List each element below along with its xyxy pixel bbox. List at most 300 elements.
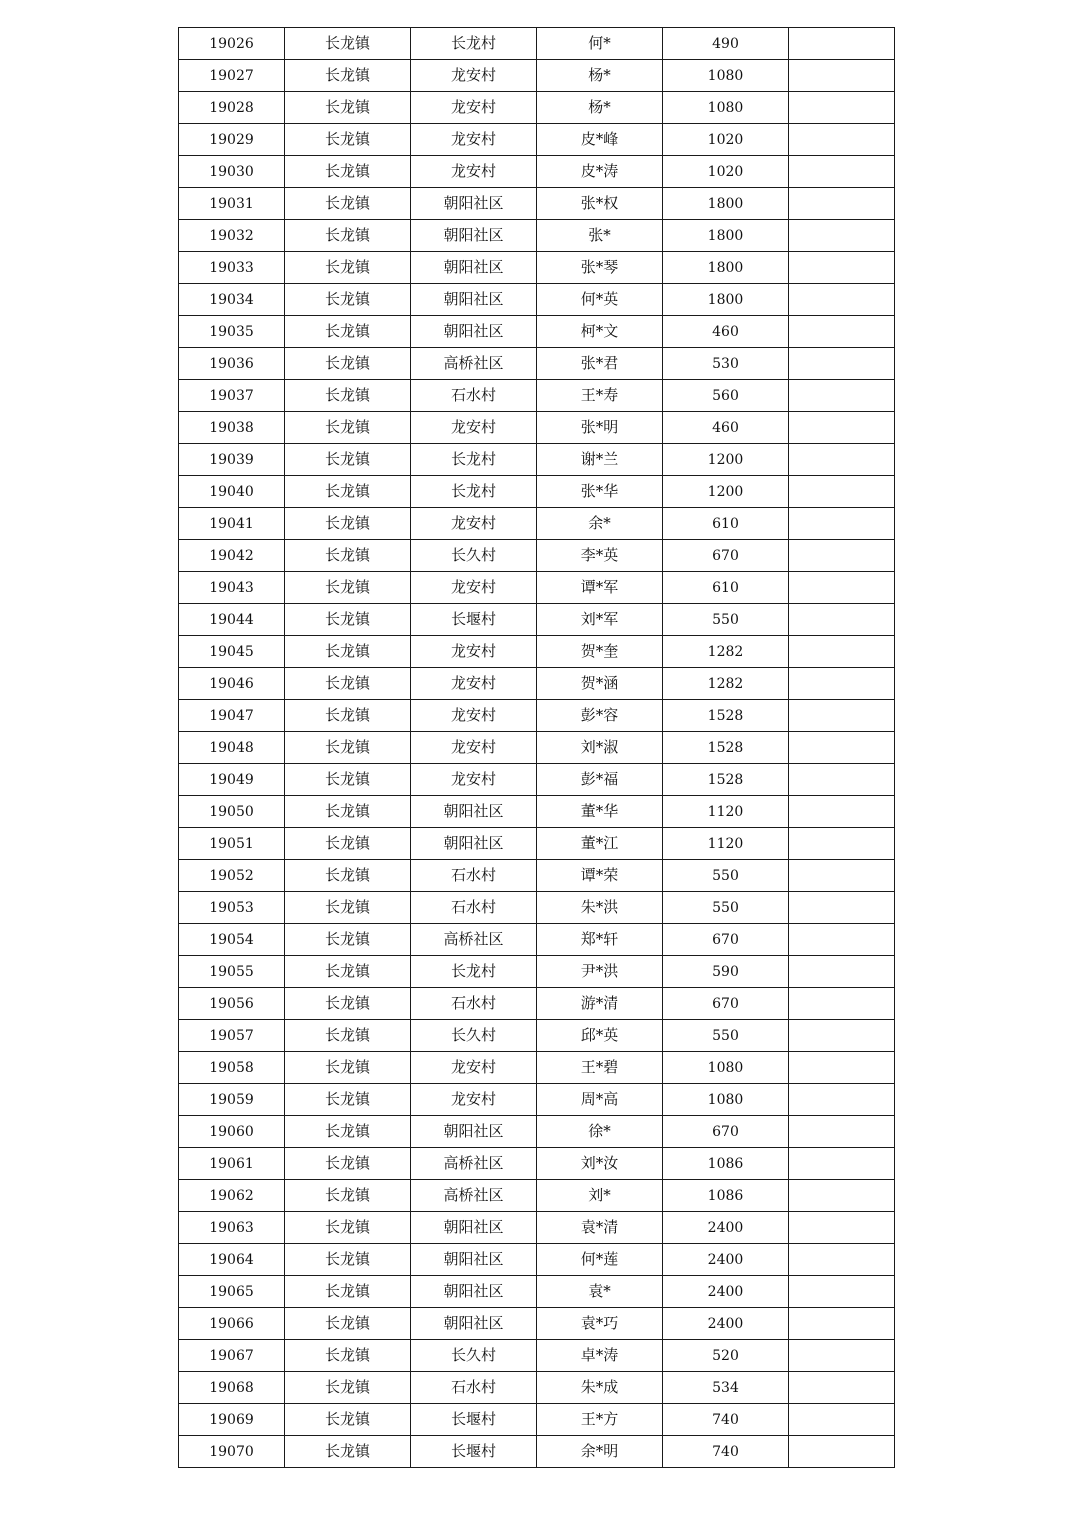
cell-amount: 1120 xyxy=(663,828,789,860)
cell-remark xyxy=(789,668,895,700)
cell-serial-number: 19053 xyxy=(179,892,285,924)
table-row xyxy=(179,892,895,924)
cell-remark xyxy=(789,1308,895,1340)
cell-town: 长龙镇 xyxy=(285,1148,411,1180)
cell-serial-number: 19028 xyxy=(179,92,285,124)
cell-town: 长龙镇 xyxy=(285,156,411,188)
cell-serial-number: 19063 xyxy=(179,1212,285,1244)
cell-village: 龙安村 xyxy=(411,636,537,668)
cell-person-name: 邱*英 xyxy=(537,1020,663,1052)
table-row xyxy=(179,1308,895,1340)
table-row xyxy=(179,92,895,124)
cell-village: 龙安村 xyxy=(411,156,537,188)
cell-village: 龙安村 xyxy=(411,764,537,796)
cell-person-name: 李*英 xyxy=(537,540,663,572)
table-row xyxy=(179,1244,895,1276)
cell-town: 长龙镇 xyxy=(285,444,411,476)
table-row xyxy=(179,924,895,956)
cell-serial-number: 19026 xyxy=(179,28,285,60)
cell-village: 长久村 xyxy=(411,540,537,572)
cell-town: 长龙镇 xyxy=(285,860,411,892)
cell-remark xyxy=(789,1372,895,1404)
subsidy-table xyxy=(178,27,895,1468)
table-row xyxy=(179,956,895,988)
cell-amount: 2400 xyxy=(663,1308,789,1340)
cell-remark xyxy=(789,892,895,924)
cell-town: 长龙镇 xyxy=(285,540,411,572)
cell-amount: 1528 xyxy=(663,700,789,732)
table-row xyxy=(179,1212,895,1244)
cell-town: 长龙镇 xyxy=(285,924,411,956)
cell-person-name: 贺*奎 xyxy=(537,636,663,668)
table-row xyxy=(179,764,895,796)
cell-serial-number: 19037 xyxy=(179,380,285,412)
cell-remark xyxy=(789,1340,895,1372)
cell-serial-number: 19069 xyxy=(179,1404,285,1436)
table-row xyxy=(179,188,895,220)
table-row xyxy=(179,1372,895,1404)
cell-town: 长龙镇 xyxy=(285,28,411,60)
cell-amount: 530 xyxy=(663,348,789,380)
cell-person-name: 卓*涛 xyxy=(537,1340,663,1372)
cell-serial-number: 19050 xyxy=(179,796,285,828)
cell-amount: 550 xyxy=(663,892,789,924)
table-row xyxy=(179,252,895,284)
cell-village: 朝阳社区 xyxy=(411,284,537,316)
cell-village: 龙安村 xyxy=(411,412,537,444)
cell-village: 长久村 xyxy=(411,1340,537,1372)
cell-person-name: 谭*荣 xyxy=(537,860,663,892)
cell-amount: 1086 xyxy=(663,1148,789,1180)
cell-village: 龙安村 xyxy=(411,508,537,540)
cell-person-name: 周*高 xyxy=(537,1084,663,1116)
cell-town: 长龙镇 xyxy=(285,1212,411,1244)
table-row xyxy=(179,732,895,764)
cell-amount: 1086 xyxy=(663,1180,789,1212)
cell-person-name: 皮*涛 xyxy=(537,156,663,188)
cell-person-name: 董*华 xyxy=(537,796,663,828)
table-row xyxy=(179,316,895,348)
cell-person-name: 刘* xyxy=(537,1180,663,1212)
cell-person-name: 张*明 xyxy=(537,412,663,444)
cell-town: 长龙镇 xyxy=(285,796,411,828)
cell-person-name: 袁* xyxy=(537,1276,663,1308)
cell-amount: 1020 xyxy=(663,124,789,156)
cell-serial-number: 19043 xyxy=(179,572,285,604)
cell-town: 长龙镇 xyxy=(285,476,411,508)
cell-serial-number: 19038 xyxy=(179,412,285,444)
cell-amount: 1528 xyxy=(663,732,789,764)
table-row xyxy=(179,348,895,380)
cell-remark xyxy=(789,540,895,572)
cell-amount: 460 xyxy=(663,316,789,348)
cell-person-name: 朱*洪 xyxy=(537,892,663,924)
cell-remark xyxy=(789,828,895,860)
cell-amount: 1800 xyxy=(663,252,789,284)
cell-amount: 1080 xyxy=(663,1052,789,1084)
cell-village: 高桥社区 xyxy=(411,924,537,956)
table-row xyxy=(179,636,895,668)
table-row xyxy=(179,476,895,508)
cell-remark xyxy=(789,1052,895,1084)
cell-amount: 550 xyxy=(663,604,789,636)
cell-town: 长龙镇 xyxy=(285,124,411,156)
cell-person-name: 张* xyxy=(537,220,663,252)
table-row xyxy=(179,1052,895,1084)
cell-town: 长龙镇 xyxy=(285,1276,411,1308)
cell-serial-number: 19041 xyxy=(179,508,285,540)
cell-serial-number: 19060 xyxy=(179,1116,285,1148)
cell-person-name: 张*琴 xyxy=(537,252,663,284)
cell-town: 长龙镇 xyxy=(285,188,411,220)
cell-remark xyxy=(789,1020,895,1052)
cell-remark xyxy=(789,124,895,156)
cell-serial-number: 19047 xyxy=(179,700,285,732)
cell-village: 长龙村 xyxy=(411,956,537,988)
cell-amount: 1020 xyxy=(663,156,789,188)
cell-serial-number: 19059 xyxy=(179,1084,285,1116)
table-row xyxy=(179,1148,895,1180)
table-row xyxy=(179,1180,895,1212)
cell-village: 长堰村 xyxy=(411,1404,537,1436)
table-row xyxy=(179,1436,895,1468)
cell-town: 长龙镇 xyxy=(285,1436,411,1468)
cell-amount: 740 xyxy=(663,1404,789,1436)
cell-serial-number: 19065 xyxy=(179,1276,285,1308)
cell-serial-number: 19032 xyxy=(179,220,285,252)
cell-village: 石水村 xyxy=(411,380,537,412)
cell-remark xyxy=(789,1436,895,1468)
cell-serial-number: 19044 xyxy=(179,604,285,636)
table-row xyxy=(179,380,895,412)
cell-serial-number: 19031 xyxy=(179,188,285,220)
cell-village: 龙安村 xyxy=(411,124,537,156)
cell-serial-number: 19061 xyxy=(179,1148,285,1180)
cell-person-name: 王*碧 xyxy=(537,1052,663,1084)
cell-serial-number: 19058 xyxy=(179,1052,285,1084)
cell-village: 石水村 xyxy=(411,1372,537,1404)
cell-amount: 490 xyxy=(663,28,789,60)
cell-person-name: 袁*清 xyxy=(537,1212,663,1244)
table-row xyxy=(179,284,895,316)
cell-remark xyxy=(789,188,895,220)
cell-town: 长龙镇 xyxy=(285,1180,411,1212)
cell-village: 长龙村 xyxy=(411,476,537,508)
cell-serial-number: 19052 xyxy=(179,860,285,892)
cell-person-name: 谢*兰 xyxy=(537,444,663,476)
table-row xyxy=(179,1020,895,1052)
cell-town: 长龙镇 xyxy=(285,220,411,252)
cell-remark xyxy=(789,156,895,188)
cell-town: 长龙镇 xyxy=(285,1308,411,1340)
cell-village: 朝阳社区 xyxy=(411,220,537,252)
cell-person-name: 徐* xyxy=(537,1116,663,1148)
cell-village: 长龙村 xyxy=(411,28,537,60)
cell-person-name: 贺*涵 xyxy=(537,668,663,700)
cell-person-name: 何* xyxy=(537,28,663,60)
cell-village: 朝阳社区 xyxy=(411,316,537,348)
cell-village: 高桥社区 xyxy=(411,1148,537,1180)
cell-serial-number: 19049 xyxy=(179,764,285,796)
cell-person-name: 朱*成 xyxy=(537,1372,663,1404)
table-row xyxy=(179,1116,895,1148)
table-body xyxy=(179,28,895,1468)
cell-village: 高桥社区 xyxy=(411,1180,537,1212)
cell-serial-number: 19048 xyxy=(179,732,285,764)
cell-person-name: 郑*轩 xyxy=(537,924,663,956)
table-row xyxy=(179,828,895,860)
cell-remark xyxy=(789,1276,895,1308)
cell-town: 长龙镇 xyxy=(285,380,411,412)
cell-amount: 560 xyxy=(663,380,789,412)
cell-town: 长龙镇 xyxy=(285,892,411,924)
cell-serial-number: 19055 xyxy=(179,956,285,988)
cell-village: 朝阳社区 xyxy=(411,1276,537,1308)
cell-remark xyxy=(789,252,895,284)
cell-village: 朝阳社区 xyxy=(411,1116,537,1148)
cell-remark xyxy=(789,412,895,444)
cell-remark xyxy=(789,924,895,956)
cell-serial-number: 19030 xyxy=(179,156,285,188)
cell-town: 长龙镇 xyxy=(285,988,411,1020)
cell-remark xyxy=(789,1116,895,1148)
cell-serial-number: 19029 xyxy=(179,124,285,156)
cell-amount: 1080 xyxy=(663,92,789,124)
cell-serial-number: 19039 xyxy=(179,444,285,476)
cell-amount: 670 xyxy=(663,988,789,1020)
cell-remark xyxy=(789,284,895,316)
cell-serial-number: 19067 xyxy=(179,1340,285,1372)
cell-town: 长龙镇 xyxy=(285,572,411,604)
table-row xyxy=(179,124,895,156)
cell-town: 长龙镇 xyxy=(285,828,411,860)
cell-town: 长龙镇 xyxy=(285,348,411,380)
cell-amount: 1200 xyxy=(663,476,789,508)
cell-village: 长久村 xyxy=(411,1020,537,1052)
cell-amount: 1282 xyxy=(663,668,789,700)
cell-amount: 520 xyxy=(663,1340,789,1372)
table-row xyxy=(179,444,895,476)
cell-serial-number: 19034 xyxy=(179,284,285,316)
cell-remark xyxy=(789,860,895,892)
cell-town: 长龙镇 xyxy=(285,92,411,124)
cell-remark xyxy=(789,732,895,764)
cell-town: 长龙镇 xyxy=(285,1052,411,1084)
cell-person-name: 刘*军 xyxy=(537,604,663,636)
table-row xyxy=(179,540,895,572)
cell-town: 长龙镇 xyxy=(285,1404,411,1436)
cell-person-name: 彭*福 xyxy=(537,764,663,796)
cell-village: 龙安村 xyxy=(411,732,537,764)
cell-town: 长龙镇 xyxy=(285,668,411,700)
cell-serial-number: 19036 xyxy=(179,348,285,380)
cell-remark xyxy=(789,700,895,732)
table-row xyxy=(179,700,895,732)
cell-remark xyxy=(789,220,895,252)
cell-serial-number: 19062 xyxy=(179,1180,285,1212)
cell-person-name: 尹*洪 xyxy=(537,956,663,988)
cell-village: 龙安村 xyxy=(411,668,537,700)
cell-remark xyxy=(789,988,895,1020)
cell-person-name: 彭*容 xyxy=(537,700,663,732)
cell-person-name: 张*权 xyxy=(537,188,663,220)
cell-person-name: 柯*文 xyxy=(537,316,663,348)
cell-person-name: 何*莲 xyxy=(537,1244,663,1276)
cell-amount: 534 xyxy=(663,1372,789,1404)
cell-village: 朝阳社区 xyxy=(411,188,537,220)
cell-serial-number: 19027 xyxy=(179,60,285,92)
cell-serial-number: 19056 xyxy=(179,988,285,1020)
table-row xyxy=(179,220,895,252)
cell-amount: 1120 xyxy=(663,796,789,828)
cell-town: 长龙镇 xyxy=(285,284,411,316)
cell-town: 长龙镇 xyxy=(285,1020,411,1052)
cell-remark xyxy=(789,60,895,92)
cell-person-name: 刘*淑 xyxy=(537,732,663,764)
cell-remark xyxy=(789,764,895,796)
cell-remark xyxy=(789,476,895,508)
cell-village: 长堰村 xyxy=(411,604,537,636)
cell-person-name: 董*江 xyxy=(537,828,663,860)
cell-village: 龙安村 xyxy=(411,700,537,732)
cell-village: 长堰村 xyxy=(411,1436,537,1468)
cell-town: 长龙镇 xyxy=(285,956,411,988)
table-row xyxy=(179,860,895,892)
cell-serial-number: 19035 xyxy=(179,316,285,348)
cell-remark xyxy=(789,796,895,828)
cell-remark xyxy=(789,956,895,988)
cell-person-name: 余*明 xyxy=(537,1436,663,1468)
table-row xyxy=(179,28,895,60)
cell-village: 龙安村 xyxy=(411,60,537,92)
cell-person-name: 谭*军 xyxy=(537,572,663,604)
cell-amount: 670 xyxy=(663,1116,789,1148)
cell-town: 长龙镇 xyxy=(285,1244,411,1276)
cell-amount: 550 xyxy=(663,1020,789,1052)
cell-person-name: 杨* xyxy=(537,92,663,124)
cell-serial-number: 19040 xyxy=(179,476,285,508)
cell-person-name: 余* xyxy=(537,508,663,540)
cell-town: 长龙镇 xyxy=(285,636,411,668)
cell-village: 朝阳社区 xyxy=(411,796,537,828)
cell-person-name: 王*方 xyxy=(537,1404,663,1436)
cell-amount: 550 xyxy=(663,860,789,892)
cell-amount: 2400 xyxy=(663,1276,789,1308)
cell-serial-number: 19068 xyxy=(179,1372,285,1404)
cell-remark xyxy=(789,1084,895,1116)
cell-amount: 1080 xyxy=(663,60,789,92)
cell-person-name: 王*寿 xyxy=(537,380,663,412)
cell-town: 长龙镇 xyxy=(285,508,411,540)
cell-amount: 1800 xyxy=(663,220,789,252)
cell-person-name: 刘*汝 xyxy=(537,1148,663,1180)
cell-amount: 1200 xyxy=(663,444,789,476)
cell-amount: 610 xyxy=(663,572,789,604)
cell-amount: 1800 xyxy=(663,284,789,316)
cell-serial-number: 19070 xyxy=(179,1436,285,1468)
cell-serial-number: 19054 xyxy=(179,924,285,956)
table-row xyxy=(179,988,895,1020)
cell-person-name: 皮*峰 xyxy=(537,124,663,156)
table-row xyxy=(179,668,895,700)
cell-remark xyxy=(789,348,895,380)
table-row xyxy=(179,604,895,636)
cell-town: 长龙镇 xyxy=(285,316,411,348)
cell-town: 长龙镇 xyxy=(285,252,411,284)
cell-town: 长龙镇 xyxy=(285,732,411,764)
cell-remark xyxy=(789,572,895,604)
cell-town: 长龙镇 xyxy=(285,1116,411,1148)
cell-town: 长龙镇 xyxy=(285,1084,411,1116)
cell-remark xyxy=(789,604,895,636)
table-row xyxy=(179,412,895,444)
cell-amount: 1800 xyxy=(663,188,789,220)
cell-remark xyxy=(789,1180,895,1212)
cell-village: 石水村 xyxy=(411,860,537,892)
cell-village: 朝阳社区 xyxy=(411,828,537,860)
cell-remark xyxy=(789,92,895,124)
cell-remark xyxy=(789,1404,895,1436)
cell-village: 朝阳社区 xyxy=(411,1244,537,1276)
cell-amount: 2400 xyxy=(663,1244,789,1276)
cell-serial-number: 19066 xyxy=(179,1308,285,1340)
cell-village: 高桥社区 xyxy=(411,348,537,380)
cell-town: 长龙镇 xyxy=(285,764,411,796)
table-row xyxy=(179,1404,895,1436)
cell-village: 龙安村 xyxy=(411,572,537,604)
table-row xyxy=(179,796,895,828)
cell-village: 龙安村 xyxy=(411,1084,537,1116)
cell-person-name: 张*华 xyxy=(537,476,663,508)
table-row xyxy=(179,1340,895,1372)
cell-person-name: 张*君 xyxy=(537,348,663,380)
cell-remark xyxy=(789,1212,895,1244)
cell-serial-number: 19045 xyxy=(179,636,285,668)
cell-town: 长龙镇 xyxy=(285,700,411,732)
cell-village: 龙安村 xyxy=(411,1052,537,1084)
table-row xyxy=(179,508,895,540)
cell-town: 长龙镇 xyxy=(285,1340,411,1372)
cell-serial-number: 19064 xyxy=(179,1244,285,1276)
cell-amount: 740 xyxy=(663,1436,789,1468)
cell-amount: 1080 xyxy=(663,1084,789,1116)
cell-amount: 670 xyxy=(663,540,789,572)
table-row xyxy=(179,1276,895,1308)
cell-village: 朝阳社区 xyxy=(411,252,537,284)
cell-town: 长龙镇 xyxy=(285,1372,411,1404)
cell-person-name: 何*英 xyxy=(537,284,663,316)
cell-amount: 610 xyxy=(663,508,789,540)
cell-village: 朝阳社区 xyxy=(411,1212,537,1244)
cell-amount: 590 xyxy=(663,956,789,988)
cell-remark xyxy=(789,316,895,348)
cell-town: 长龙镇 xyxy=(285,60,411,92)
cell-serial-number: 19046 xyxy=(179,668,285,700)
cell-remark xyxy=(789,1148,895,1180)
cell-town: 长龙镇 xyxy=(285,412,411,444)
cell-amount: 670 xyxy=(663,924,789,956)
cell-remark xyxy=(789,444,895,476)
cell-remark xyxy=(789,636,895,668)
cell-village: 石水村 xyxy=(411,988,537,1020)
cell-remark xyxy=(789,28,895,60)
cell-remark xyxy=(789,380,895,412)
cell-remark xyxy=(789,508,895,540)
cell-person-name: 杨* xyxy=(537,60,663,92)
cell-serial-number: 19042 xyxy=(179,540,285,572)
table-row xyxy=(179,60,895,92)
cell-remark xyxy=(789,1244,895,1276)
